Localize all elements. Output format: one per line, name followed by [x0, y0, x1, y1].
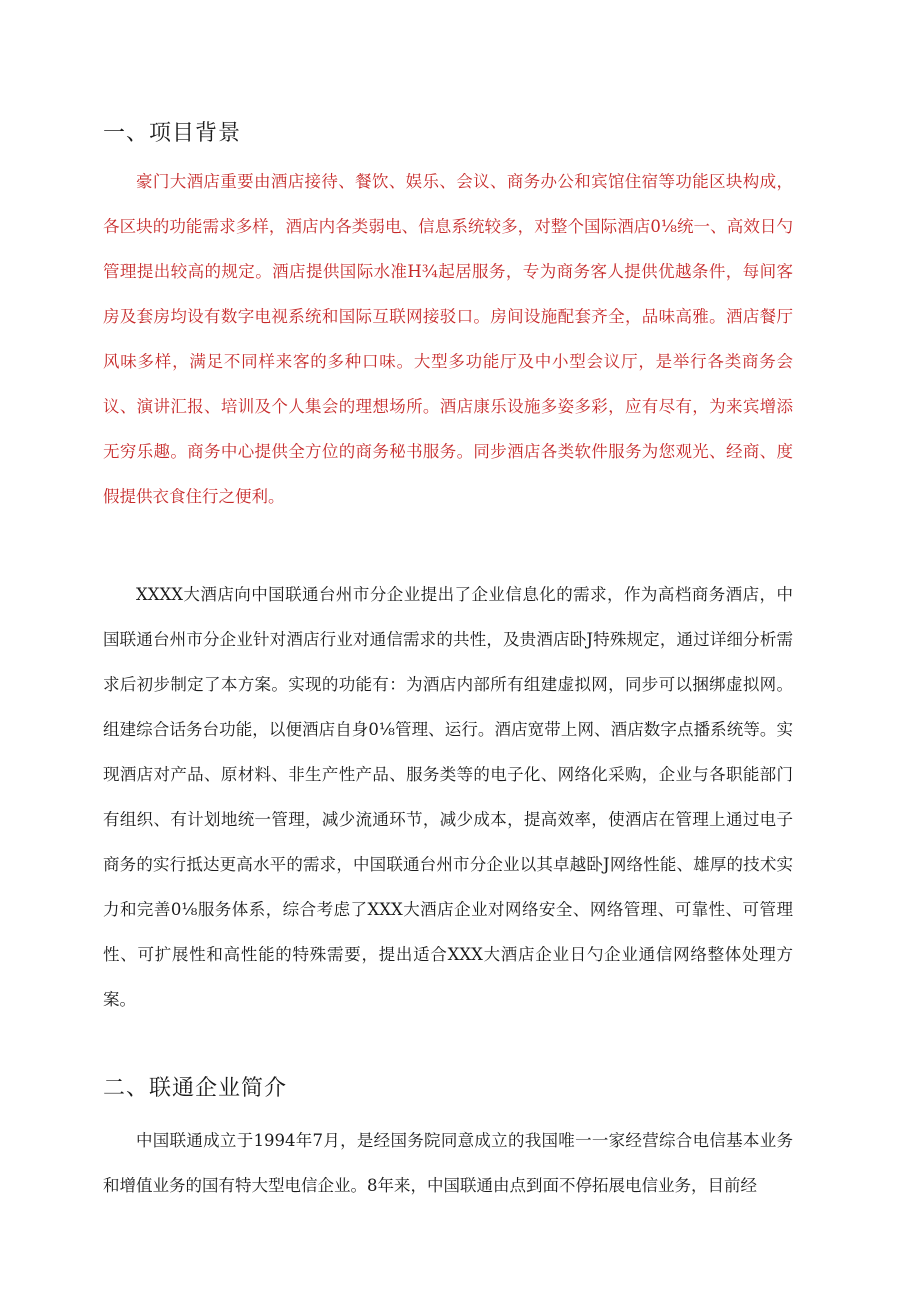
paragraph-requirements: XXXX大酒店向中国联通台州市分企业提出了企业信息化的需求，作为高档商务酒店，中国联通台州市分企业针对酒店行业对通信需求的共性，及贵酒店卧J特殊规定，通过详细分析需求后初步制定了本方案。实现的功能有：为酒店内部所有组建虚拟网，同步可以捆绑虚拟网。组建综合话务台功能，以便酒店自身0⅛管理、运行。酒店宽带上网、酒店数字点播系统等。实现酒店对产品、原材料、非生产性产品、服务类等的电子化、网络化采购，企业与各职能部门有组织、有计划地统一管理，减少流通环节，减少成本，提高效率，使酒店在管理上通过电子商务的实行抵达更高水平的需求，中国联通台州市分企业以其卓越卧J网络性能、雄厚的技术实力和完善0⅛服务体系，综合考虑了XXX大酒店企业对网络安全、网络管理、可靠性、可管理性、可扩展性和高性能的特殊需要，提出适合XXX大酒店企业日勺企业通信网络整体处理方案。 [103, 585, 793, 1009]
paragraph-unicom-intro: 中国联通成立于1994年7月，是经国务院同意成立的我国唯一一家经营综合电信基本业务和增值业务的国有特大型电信企业。8年来，中国联通由点到面不停拓展电信业务，目前经 [103, 1131, 793, 1195]
section-heading-project-background: 一、项目背景 [103, 121, 242, 146]
section-heading-unicom-intro: 二、联通企业简介 [103, 1076, 288, 1101]
paragraph-hotel-overview: 豪门大酒店重要由酒店接待、餐饮、娱乐、会议、商务办公和宾馆住宿等功能区块构成，各区块的功能需求多样，酒店内各类弱电、信息系统较多，对整个国际酒店0⅛统一、高效日勺管理提出较高的规定。酒店提供国际水准H¾起居服务，专为商务客人提供优越条件，每间客房及套房均设有数字电视系统和国际互联网接驳口。房间设施配套齐全，品味高雅。酒店餐厅风味多样，满足不同样来客的多种口味。大型多功能厅及中小型会议厅，是举行各类商务会议、演讲汇报、培训及个人集会的理想场所。酒店康乐设施多姿多彩，应有尽有，为来宾增添无穷乐趣。商务中心提供全方位的商务秘书服务。同步酒店各类软件服务为您观光、经商、度假提供衣食住行之便利。 [103, 172, 793, 506]
